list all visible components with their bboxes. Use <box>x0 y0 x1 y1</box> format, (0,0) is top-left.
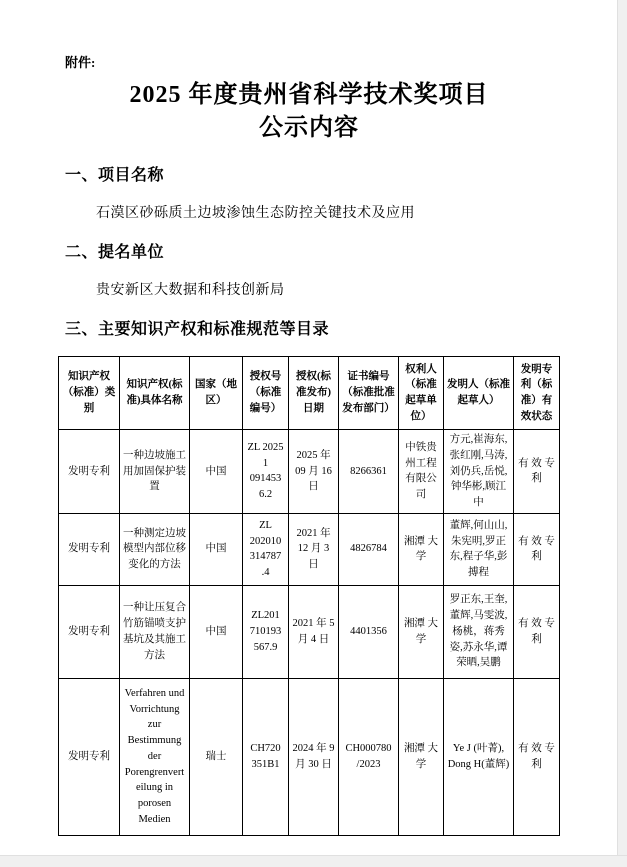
table-header-row <box>59 357 560 430</box>
table-cell-name: Verfahren und Vorrichtung zur Bestimmung der Porengrenverteilung in porosen Medien <box>120 678 190 835</box>
table-cell-grant-number: CH720 351B1 <box>243 678 289 835</box>
table-cell-rights-holder: 中铁贵州工程有限公司 <box>399 430 444 514</box>
table-cell-certificate-number: 4401356 <box>339 585 399 678</box>
table-cell-grant-date: 2021 年 12 月 3 日 <box>289 513 339 585</box>
table-cell-country: 瑞士 <box>190 678 243 835</box>
table-cell-status: 有 效 专利 <box>514 585 560 678</box>
table-cell-name: 一种让压复合竹筋锚喷支护基坑及其施工方法 <box>120 585 190 678</box>
table-cell-grant-number: ZL 202010 314787 .4 <box>243 513 289 585</box>
table-cell-category: 发明专利 <box>59 513 120 585</box>
table-cell-country: 中国 <box>190 513 243 585</box>
project-name-text: 石漠区砂砾质土边坡渗蚀生态防控关键技术及应用 <box>96 206 415 221</box>
section-heading-ip-catalog: 三、主要知识产权和标准规范等目录 <box>65 321 330 338</box>
table-header-cell: 知识产权(标准)具体名称 <box>120 357 190 430</box>
table-cell-inventors: Ye J (叶菁), Dong H(董辉) <box>444 678 514 835</box>
table-cell-category: 发明专利 <box>59 585 120 678</box>
table-header-cell: 发明专利（标准）有效状态 <box>514 357 560 430</box>
table-cell-category: 发明专利 <box>59 678 120 835</box>
table-cell-category: 发明专利 <box>59 430 120 514</box>
table-cell-rights-holder: 湘潭 大学 <box>399 513 444 585</box>
table-cell-country: 中国 <box>190 430 243 514</box>
ip-table <box>58 356 560 836</box>
table-cell-rights-holder: 湘潭 大学 <box>399 678 444 835</box>
table-cell-inventors: 董辉,何山山,朱宪明,罗正东,程子华,彭搏程 <box>444 513 514 585</box>
viewer-background-right <box>617 0 627 867</box>
table-cell-grant-date: 2025 年 09 月 16 日 <box>289 430 339 514</box>
table-cell-certificate-number: CH000780 /2023 <box>339 678 399 835</box>
table-cell-inventors: 方元,崔海东,张红刚,马涛,刘仍兵,岳悦,钟华彬,顾江中 <box>444 430 514 514</box>
document-title-line1: 2025 年度贵州省科学技术奖项目 <box>129 82 489 108</box>
attachment-label: 附件: <box>65 55 96 70</box>
table-cell-country: 中国 <box>190 585 243 678</box>
table-header-cell: 授权(标准发布)日期 <box>289 357 339 430</box>
table-cell-certificate-number: 4826784 <box>339 513 399 585</box>
table-header-cell: 国家（地区） <box>190 357 243 430</box>
table-cell-grant-number: ZL201 710193 567.9 <box>243 585 289 678</box>
table-header-cell: 知识产权（标准）类别 <box>59 357 120 430</box>
table-header-cell: 证书编号（标准批准发布部门） <box>339 357 399 430</box>
table-cell-status: 有 效 专利 <box>514 678 560 835</box>
table-header-cell: 权利人（标准起草单位） <box>399 357 444 430</box>
nominating-unit-text: 贵安新区大数据和科技创新局 <box>96 283 285 298</box>
table-cell-status: 有 效 专利 <box>514 430 560 514</box>
table-row <box>59 513 560 585</box>
section-heading-nominating-unit: 二、提名单位 <box>65 244 165 261</box>
table-cell-status: 有 效 专利 <box>514 513 560 585</box>
table-header-cell: 发明人（标准起草人） <box>444 357 514 430</box>
table-row <box>59 430 560 514</box>
table-row <box>59 585 560 678</box>
table-cell-name: 一种测定边坡模型内部位移变化的方法 <box>120 513 190 585</box>
section-heading-project-name: 一、项目名称 <box>65 167 165 184</box>
viewer-background-bottom <box>0 855 627 867</box>
table-row <box>59 678 560 835</box>
table-cell-name: 一种边坡施工用加固保护装置 <box>120 430 190 514</box>
table-cell-inventors: 罗正东,王奎,董辉,马雯波,杨桃，蒋秀姿,苏永华,谭荣晒,吴鹏 <box>444 585 514 678</box>
table-cell-grant-number: ZL 2025 1 091453 6.2 <box>243 430 289 514</box>
table-cell-certificate-number: 8266361 <box>339 430 399 514</box>
document-title <box>58 79 560 145</box>
document-title-line2: 公示内容 <box>259 115 359 141</box>
table-cell-rights-holder: 湘潭 大学 <box>399 585 444 678</box>
table-cell-grant-date: 2024 年 9 月 30 日 <box>289 678 339 835</box>
table-header-cell: 授权号（标准编号） <box>243 357 289 430</box>
table-cell-grant-date: 2021 年 5 月 4 日 <box>289 585 339 678</box>
